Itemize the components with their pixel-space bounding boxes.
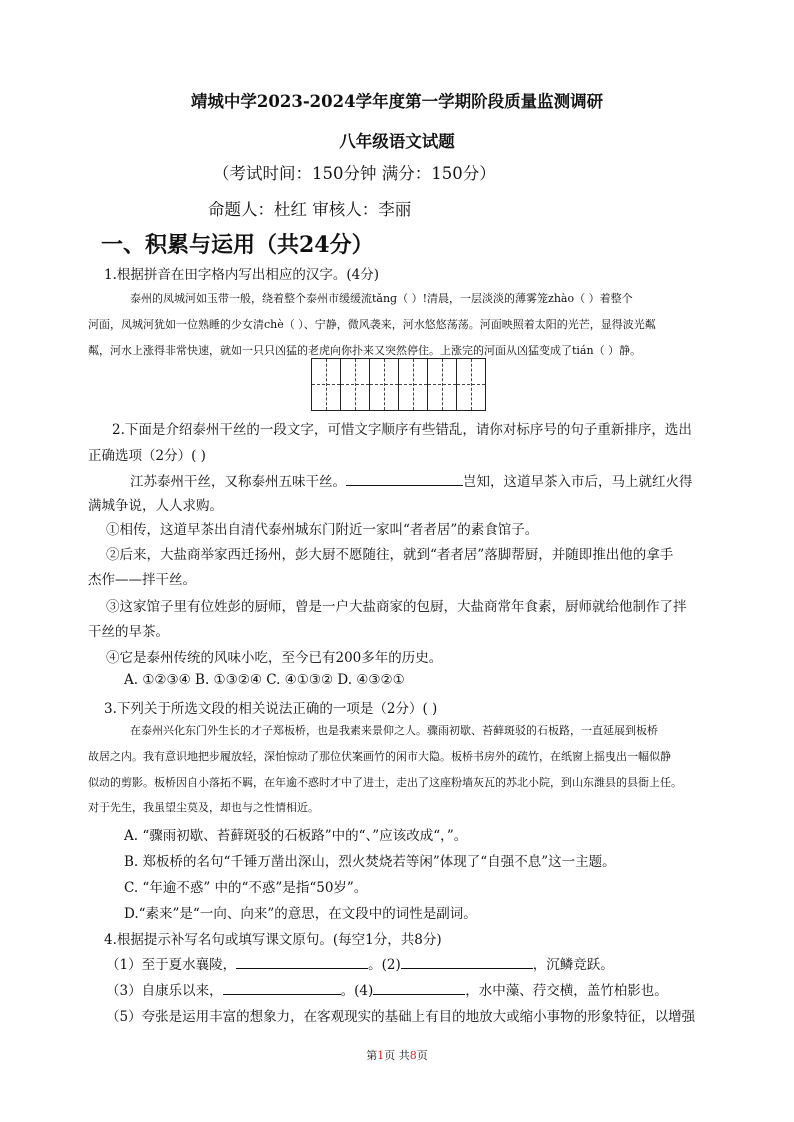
q2-intro-part: 江苏泰州干丝，又称泰州五味干丝。 bbox=[130, 474, 346, 490]
page-total: 8 bbox=[409, 1049, 417, 1062]
answer-blank[interactable] bbox=[401, 954, 533, 969]
q2-sentence: ①相传，这道早茶出自清代泰州城东门附近一家叫“者者居”的素食馆子。 bbox=[106, 522, 539, 538]
q4-line bbox=[106, 953, 614, 973]
q1-stem: 1.根据拼音在田字格内写出相应的汉字。(4分) bbox=[104, 267, 380, 283]
q2-intro-part: 岂知，这道早茶入市后，马上就红火得 bbox=[463, 474, 693, 490]
q4-text: ，水中藻、荇交横，盖竹柏影也。 bbox=[465, 983, 668, 999]
q2-sentence: ②后来，大盐商举家西迁扬州，彭大厨不愿随往，就到“者者居”落脚帮厨，并随即推出他的拿手 bbox=[106, 547, 674, 563]
grid-cell[interactable] bbox=[399, 359, 428, 410]
exam-info: （考试时间：150分钟 满分：150分） bbox=[213, 164, 496, 183]
answer-blank[interactable] bbox=[346, 471, 463, 486]
q1-passage-line: 泰州的凤城河如玉带一般，绕着整个泰州市缓缓流tǎnɡ（ ）!清晨，一层淡淡的薄雾笼zhào（ ）着整个 bbox=[130, 292, 633, 305]
q1-passage-line: 河面，凤城河犹如一位熟睡的少女清chè（ ）、宁静，微风袭来，河水悠悠荡荡。河面映照着太阳的光芒，显得波光粼 bbox=[88, 318, 656, 331]
answer-blank[interactable] bbox=[223, 980, 341, 995]
q3-passage-line: 对于先生，我虽望尘莫及，却也与之性情相近。 bbox=[88, 801, 319, 814]
page-number: 1 bbox=[377, 1049, 385, 1062]
q4-text: 。(2) bbox=[368, 957, 401, 973]
q4-line bbox=[106, 979, 668, 999]
q2-sentence: ③这家馆子里有位姓彭的厨师，曾是一户大盐商家的包厨，大盐商常年食素，厨师就给他制作了拌 bbox=[106, 599, 687, 615]
q2-stem-line: 2.下面是介绍泰州干丝的一段文字，可惜文字顺序有些错乱，请你对标序号的句子重新排序，选出 bbox=[112, 422, 692, 438]
q1-passage-line: 粼，河水上涨得非常快速，就如一只只凶猛的老虎向你扑来又突然停住。上涨完的河面从凶猛变成了tián（ ）静。 bbox=[88, 344, 642, 357]
answer-blank[interactable] bbox=[236, 954, 368, 969]
q4-text: ，沉鳞竞跃。 bbox=[532, 957, 614, 973]
section-heading: 一、积累与运用（共24分） bbox=[101, 232, 374, 258]
q3-option-d: D.“素来”是“一向、向来”的意思，在文段中的词性是副词。 bbox=[124, 906, 477, 922]
q4-text: （1）至于夏水襄陵， bbox=[106, 957, 237, 973]
exam-subtitle: 八年级语文试题 bbox=[339, 132, 455, 151]
q3-stem: 3.下列关于所选文段的相关说法正确的一项是（2分）( ) bbox=[104, 701, 438, 717]
grid-cell[interactable] bbox=[428, 359, 457, 410]
grid-cell[interactable] bbox=[370, 359, 399, 410]
q3-passage-line: 故居之内。我有意识地把步履放轻，深怕惊动了那位伏案画竹的闲市大隐。板桥书房外的疏竹，在纸窗上摇曳出一幅似静 bbox=[88, 750, 671, 763]
grid-cell[interactable] bbox=[457, 359, 485, 410]
q3-passage-line: 在泰州兴化东门外生长的才子郑板桥，也是我素来景仰之人。骤雨初歇、苔藓斑驳的石板路，一直延展到板桥 bbox=[130, 724, 658, 737]
q2-sentence: 杰作——拌干丝。 bbox=[88, 572, 196, 588]
q3-option-c: C. “年逾不惑” 中的“不惑”是指“50岁”。 bbox=[124, 880, 368, 896]
page-footer bbox=[0, 1047, 794, 1063]
q2-options: A. ①②③④ B. ①③②④ C. ④①③② D. ④③②① bbox=[124, 672, 405, 688]
q4-stem: 4.根据提示补写名句或填写课文原句。(每空1分，共8分) bbox=[104, 932, 442, 948]
q3-passage-line: 似动的剪影。板桥因自小落拓不羁，在年逾不惑时才中了进士，走出了这座粉墙灰瓦的苏北小院，到山东潍县的县衙上任。 bbox=[88, 776, 682, 789]
grid-cell[interactable] bbox=[341, 359, 370, 410]
q4-line: （5）夸张是运用丰富的想象力，在客观现实的基础上有目的地放大或缩小事物的形象特征，以增强 bbox=[106, 1009, 696, 1025]
q2-stem-line: 正确选项（2分）( ) bbox=[88, 448, 206, 464]
q2-intro bbox=[130, 470, 693, 490]
writing-grid bbox=[311, 358, 486, 411]
exam-authors: 命题人：杜红 审核人：李丽 bbox=[208, 200, 412, 219]
footer-text: 页 bbox=[416, 1049, 428, 1062]
q2-sentence: ④它是泰州传统的风味小吃，至今已有200多年的历史。 bbox=[106, 650, 443, 666]
exam-title: 靖城中学2023-2024学年度第一学期阶段质量监测调研 bbox=[190, 92, 604, 111]
q3-option-a: A. “骤雨初歇、苔藓斑驳的石板路”中的“、”应该改成“，”。 bbox=[124, 828, 468, 844]
q3-option-b: B. 郑板桥的名句“千锤万凿出深山，烈火焚烧若等闲”体现了“自强不息”这一主题。 bbox=[124, 854, 616, 870]
q4-text: 。(4) bbox=[340, 983, 374, 999]
q2-sentence: 干丝的早茶。 bbox=[88, 624, 169, 640]
q4-text: （3）自康乐以来， bbox=[106, 983, 223, 999]
footer-text: 页 共 bbox=[384, 1049, 410, 1062]
footer-text: 第 bbox=[366, 1049, 378, 1062]
answer-blank[interactable] bbox=[373, 980, 465, 995]
grid-cell[interactable] bbox=[312, 359, 341, 410]
q2-intro-line: 满城争说，人人求购。 bbox=[88, 498, 223, 514]
